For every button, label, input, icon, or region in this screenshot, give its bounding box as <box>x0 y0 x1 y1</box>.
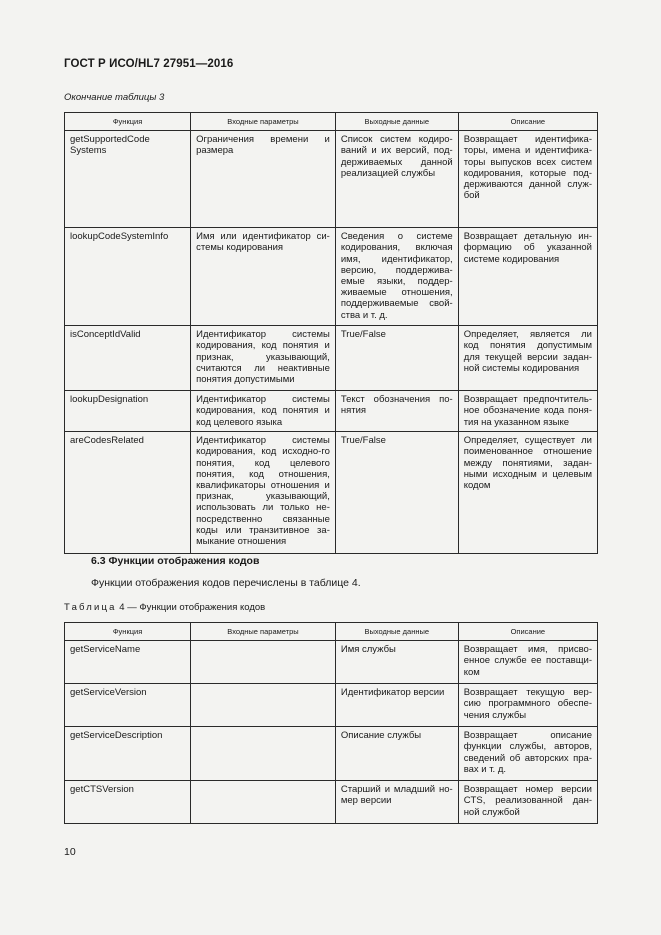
table-4 <box>64 622 598 824</box>
cell-function: isConceptIdValid <box>65 326 191 391</box>
column-header-outputs: Выходные данные <box>335 623 458 641</box>
cell-outputs: True/False <box>335 326 458 391</box>
cell-inputs <box>191 781 336 824</box>
cell-outputs: True/False <box>335 432 458 554</box>
cell-description: Возвращает предпочтитель-ное обозначение кода поня-тия на указанном языке <box>458 391 597 432</box>
table-header-row <box>65 113 598 131</box>
cell-inputs: Имя или идентификатор си-стемы кодирования <box>191 228 336 326</box>
cell-function: getServiceDescription <box>65 727 191 781</box>
column-header-description: Описание <box>458 623 597 641</box>
cell-inputs <box>191 641 336 684</box>
cell-outputs: Список систем кодиро-ваний и их версий, под-держиваемых данной реализацией службы <box>335 131 458 228</box>
column-header-inputs: Входные параметры <box>191 113 336 131</box>
table-row <box>65 326 598 391</box>
column-header-inputs: Входные параметры <box>191 623 336 641</box>
cell-description: Возвращает описание функции службы, авторов, сведений об авторских пра-вах и т. д. <box>458 727 597 781</box>
cell-outputs: Старший и младший но-мер версии <box>335 781 458 824</box>
cell-inputs: Идентификатор системы кодирования, код понятия и признак, указывающий, считаются ли неактивные понятия допустимыми <box>191 326 336 391</box>
cell-description: Возвращает текущую вер-сию программного обеспе-чения службы <box>458 684 597 727</box>
column-header-outputs: Выходные данные <box>335 113 458 131</box>
table-row <box>65 432 598 554</box>
cell-function: getServiceVersion <box>65 684 191 727</box>
column-header-description: Описание <box>458 113 597 131</box>
cell-outputs: Имя службы <box>335 641 458 684</box>
cell-function: lookupDesignation <box>65 391 191 432</box>
column-header-function: Функция <box>65 623 191 641</box>
cell-outputs: Описание службы <box>335 727 458 781</box>
table-header-row <box>65 623 598 641</box>
cell-function: areCodesRelated <box>65 432 191 554</box>
cell-description: Определяет, существует ли поименованное отношение между понятиями, задан-ными исходным и целевым кодом <box>458 432 597 554</box>
cell-description: Возвращает имя, присво-енное службе ее поставщи-ком <box>458 641 597 684</box>
cell-description: Возвращает детальную ин-формацию об указанной системе кодирования <box>458 228 597 326</box>
table-row <box>65 684 598 727</box>
section-heading: 6.3 Функции отображения кодов <box>91 555 260 567</box>
cell-outputs: Текст обозначения по-нятия <box>335 391 458 432</box>
cell-inputs <box>191 684 336 727</box>
table-row <box>65 727 598 781</box>
table4-caption-title: 4 — Функции отображения кодов <box>116 602 266 613</box>
table4-caption <box>64 602 265 613</box>
cell-inputs <box>191 727 336 781</box>
table3-continuation-caption: Окончание таблицы 3 <box>64 92 165 103</box>
page-number: 10 <box>64 846 76 858</box>
cell-description: Возвращает номер версии CTS, реализованной дан-ной службой <box>458 781 597 824</box>
column-header-function: Функция <box>65 113 191 131</box>
cell-function: lookupCodeSystemInfo <box>65 228 191 326</box>
cell-outputs: Идентификатор версии <box>335 684 458 727</box>
cell-description: Определяет, является ли код понятия допустимым для текущей версии задан-ной системы кодирования <box>458 326 597 391</box>
table-row <box>65 228 598 326</box>
cell-function: getCTSVersion <box>65 781 191 824</box>
table-row <box>65 131 598 228</box>
table4-caption-word: Таблица <box>64 602 117 613</box>
section-paragraph: Функции отображения кодов перечислены в таблице 4. <box>91 577 361 589</box>
cell-outputs: Сведения о системе кодирования, включая имя, идентификатор, версию, поддержива-емые языки, поддер-живаемые отношения, поддерживаемые свой-ства и т. д. <box>335 228 458 326</box>
cell-function: getServiceName <box>65 641 191 684</box>
cell-description: Возвращает идентифика-торы, имена и идентифика-торы выпусков всех систем кодирования, которые под-держиваются данной служ-бой <box>458 131 597 228</box>
cell-inputs: Идентификатор системы кодирования, код исходно-го понятия, код целевого понятия, код отношения, квалификаторы отношения и признак, указывающий, использовать ли только не-посредственно связанные коды или транзитивное за-мыкание отношения <box>191 432 336 554</box>
cell-function: getSupportedCode Systems <box>65 131 191 228</box>
table-row <box>65 781 598 824</box>
cell-inputs: Ограничения времени и размера <box>191 131 336 228</box>
table-row <box>65 391 598 432</box>
document-header-title: ГОСТ Р ИСО/HL7 27951—2016 <box>64 58 234 70</box>
table-3 <box>64 112 598 554</box>
cell-inputs: Идентификатор системы кодирования, код понятия и код целевого языка <box>191 391 336 432</box>
table-row <box>65 641 598 684</box>
